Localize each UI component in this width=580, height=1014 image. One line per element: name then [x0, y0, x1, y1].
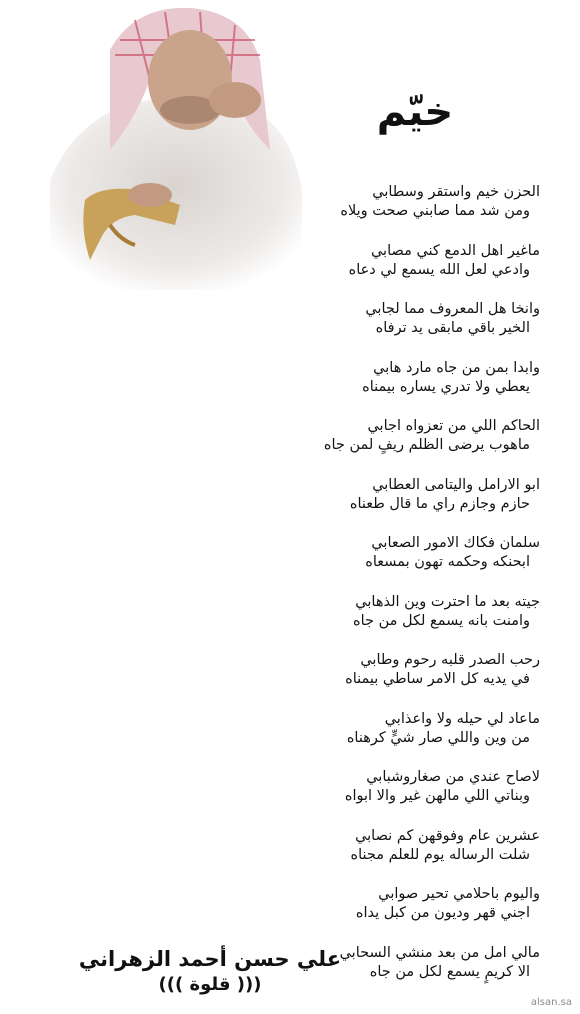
verse-line: شلت الرساله يوم للعلم مجناه [350, 846, 530, 863]
stanza [250, 476, 540, 535]
verse-line: وبناتي اللي مالهن غير والا ابواه [344, 788, 530, 804]
verse-line: ابحنكه وحكمه تهون بمسعاه [365, 554, 530, 570]
verse-line: جيته بعد ما احترت وين الذهابي [355, 593, 540, 610]
verse-line: لاصاح عندي من صغاروشبابي [366, 769, 540, 785]
stanza [250, 300, 540, 359]
verse-line: سلمان فكاك الامور الصعابي [371, 535, 540, 551]
verse-line: الحزن خيم واستقر وسطابي [372, 184, 540, 200]
author-name: علي حسن أحمد الزهراني [78, 947, 342, 971]
author-signature [60, 945, 360, 997]
verse-line: الحاكم اللي من تعزواه اجابي [367, 418, 540, 434]
site-watermark: alsan.sa [530, 997, 572, 1008]
verse-line: ماغير اهل الدمع كني مصابي [370, 242, 540, 259]
verse-line: وامنت بانه يسمع لكل من جاه [353, 612, 530, 629]
verse-line: ابو الارامل واليتامى العطابي [372, 476, 540, 493]
author-nickname: ((( قلوة ))) [158, 974, 262, 995]
verse-line: ومن شد مما صابني صحت ويلاه [340, 203, 530, 219]
verse-line: واليوم باحلامي تحير صوابي [378, 886, 540, 902]
verse-line: حازم وجازم راي ما قال طعناه [349, 495, 530, 512]
verse-line: وابدا بمن من جاه مارد هابي [373, 359, 540, 376]
stanza [250, 768, 540, 827]
verse-line: وانخا هل المعروف مما لجابي [365, 301, 540, 317]
stanza [250, 885, 540, 944]
verse-line: في يديه كل الامر ساطي بيمناه [345, 671, 530, 687]
poem-body [250, 183, 540, 1002]
stanza [250, 534, 540, 593]
verse-line: ماعاد لي حيله ولا واعذابي [384, 710, 540, 727]
stanza [250, 359, 540, 418]
verse-line: ماهوب يرضى الظلم ريفٍ لمن جاه [323, 437, 530, 453]
stanza [250, 242, 540, 301]
stanza [250, 417, 540, 476]
verse-line: مالي امل من بعد منشي السحابي [339, 944, 540, 961]
stanza [250, 593, 540, 652]
verse-line: الخير باقي مابقى يد ترفاه [375, 320, 530, 336]
verse-line: عشرين عام وفوقهن كم نصابي [355, 827, 540, 844]
stanza [250, 710, 540, 769]
stanza [250, 651, 540, 710]
verse-line: رحب الصدر قلبه رحوم وطابي [360, 652, 540, 668]
verse-line: من وين واللي صار شيٍّ كرهناه [346, 729, 530, 746]
stanza [250, 827, 540, 886]
verse-line: وادعي لعل الله يسمع لي دعاه [348, 261, 530, 278]
verse-line: اجني قهر وديون من كبل يداه [355, 905, 530, 921]
poem-title: خيّم [376, 89, 454, 135]
verse-line: يعطي ولا تدري يساره بيمناه [362, 378, 530, 395]
stanza [250, 183, 540, 242]
verse-line: الا كريمٍ يسمع لكل من جاه [369, 963, 530, 980]
